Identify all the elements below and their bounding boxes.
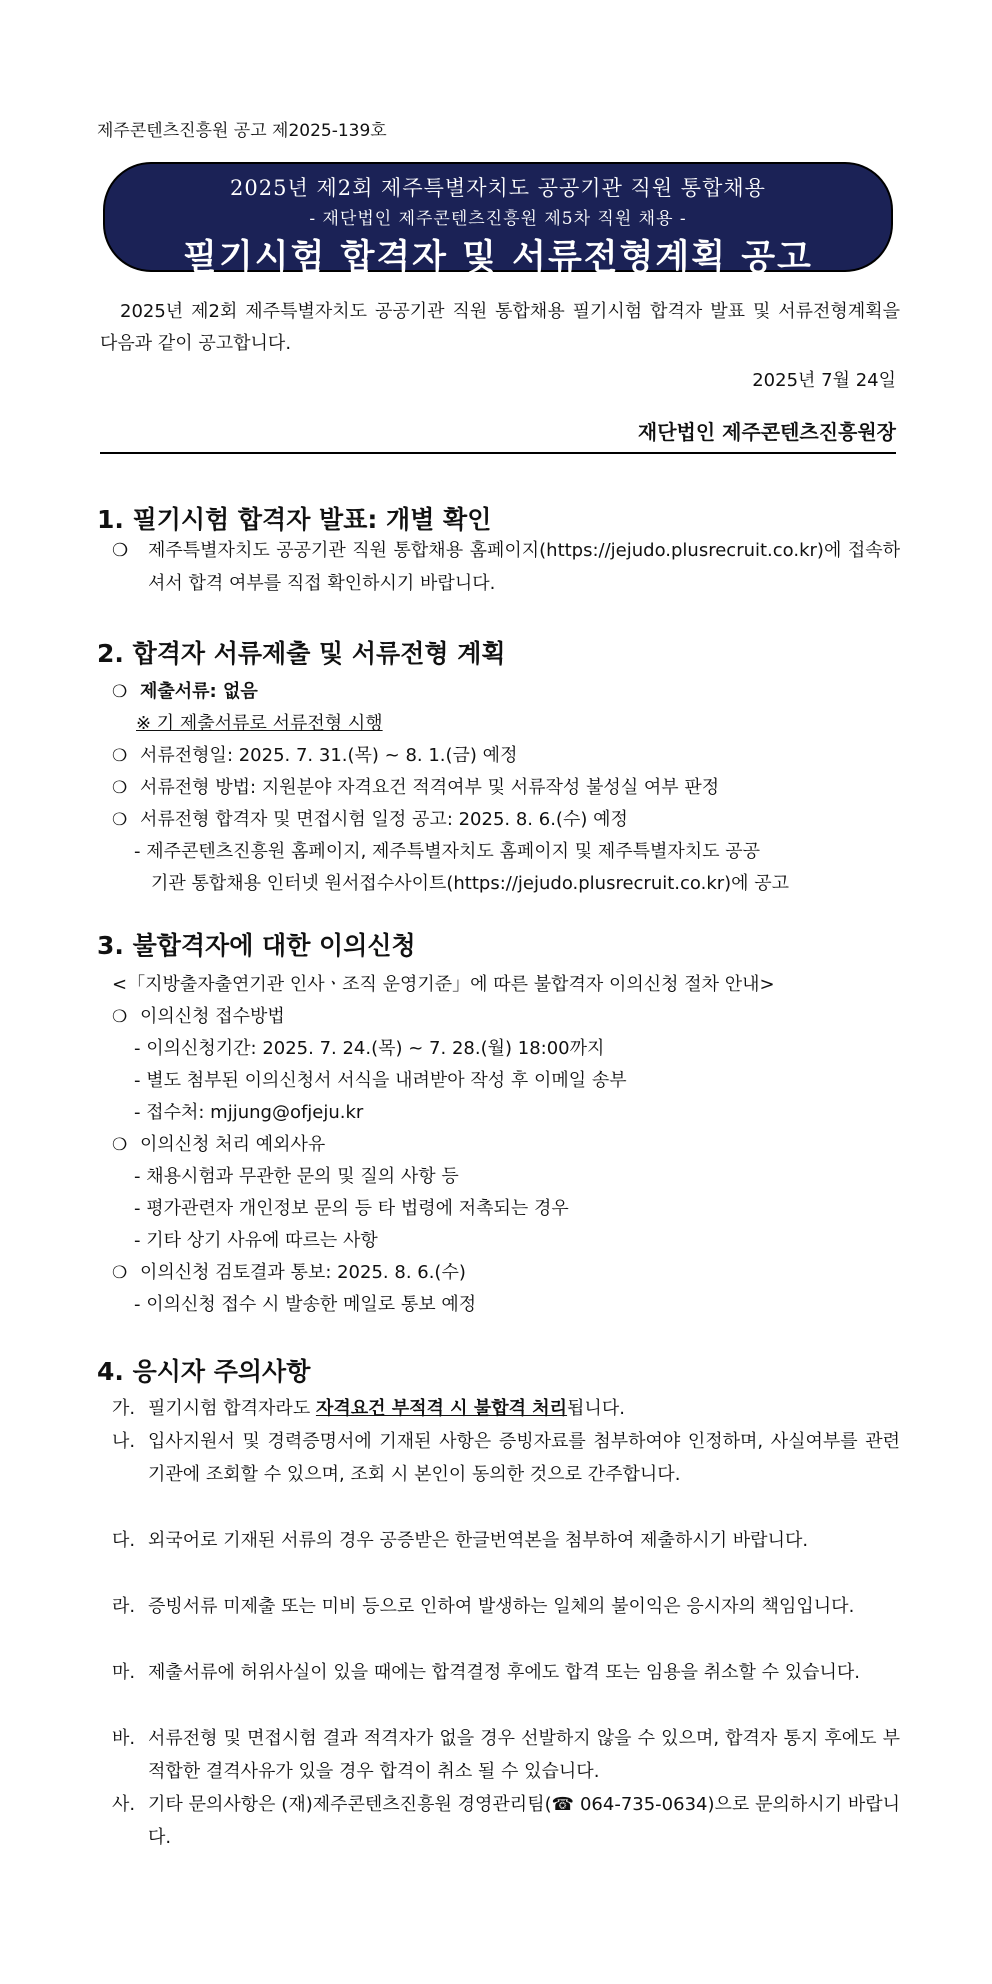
bullet-icon: ❍ xyxy=(112,1263,128,1283)
notice-number: 제주콘텐츠진흥원 공고 제2025-139호 xyxy=(97,121,387,141)
item-text: 기타 문의사항은 (재)제주콘텐츠진흥원 경영관리팀(☎ 064-735-0634)으로 문의하시기 바랍니다. xyxy=(148,1794,900,1848)
caution-item xyxy=(112,1425,900,1491)
item-text: 서류전형 방법: 지원분야 자격요건 적격여부 및 서류작성 불성실 여부 판정 xyxy=(140,777,720,798)
item-mark: 나. xyxy=(112,1431,136,1452)
item-text: 입사지원서 및 경력증명서에 기재된 사항은 증빙자료를 첨부하여야 인정하며, 사실여부를 관련기관에 조회할 수 있으며, 조회 시 본인이 동의한 것으로 간주합니다. xyxy=(148,1431,900,1485)
caution-item xyxy=(112,1722,900,1788)
caution-item xyxy=(112,1392,900,1425)
section-2-item-1 xyxy=(112,741,517,767)
item-text: 이의신청 처리 예외사유 xyxy=(140,1134,326,1155)
submit-docs xyxy=(112,677,258,703)
appeal-method-item: - 이의신청기간: 2025. 7. 24.(목) ~ 7. 28.(월) 18:00까지 xyxy=(134,1038,605,1059)
bullet-icon: ❍ xyxy=(112,810,128,830)
item-text: 증빙서류 미제출 또는 미비 등으로 인하여 발생하는 일체의 불이익은 응시자의 책임입니다. xyxy=(148,1596,855,1617)
banner-line-1: 2025년 제2회 제주특별자치도 공공기관 직원 통합채용 xyxy=(230,176,766,200)
section-2-title: 2. 합격자 서류제출 및 서류전형 계획 xyxy=(97,639,506,668)
appeal-result xyxy=(112,1258,466,1284)
item-text: 서류전형 합격자 및 면접시험 일정 공고: 2025. 8. 6.(수) 예정 xyxy=(140,809,628,830)
item-text: 제출서류에 허위사실이 있을 때에는 합격결정 후에도 합격 또는 임용을 취소할 수 있습니다. xyxy=(148,1662,861,1683)
section-2-item-3 xyxy=(112,805,628,831)
bullet-icon: ❍ xyxy=(112,778,128,798)
appeal-method-item: - 접수처: mjjung@ofjeju.kr xyxy=(134,1102,364,1123)
item-mark: 사. xyxy=(112,1794,136,1815)
appeal-exceptions xyxy=(112,1130,325,1156)
item-text-emphasis: 자격요건 부적격 시 불합격 처리 xyxy=(315,1398,568,1419)
banner-line-2: - 재단법인 제주콘텐츠진흥원 제5차 직원 채용 - xyxy=(309,209,687,229)
item-mark: 마. xyxy=(112,1662,136,1683)
section-2-item-2 xyxy=(112,773,719,799)
appeal-exception-item: - 기타 상기 사유에 따르는 사항 xyxy=(134,1230,378,1251)
item-text: 서류전형 및 면접시험 결과 적격자가 없을 경우 선발하지 않을 수 있으며, 합격자 통지 후에도 부적합한 결격사유가 있을 경우 합격이 취소 될 수 있습니다. xyxy=(148,1728,900,1782)
caution-item xyxy=(112,1590,900,1623)
item-mark: 다. xyxy=(112,1530,136,1551)
bullet-icon: ❍ xyxy=(112,1007,128,1027)
item-text: 외국어로 기재된 서류의 경우 공증받은 한글번역본을 첨부하여 제출하시기 바랍니다. xyxy=(148,1530,809,1551)
item-text xyxy=(112,1392,900,1425)
appeal-guide: <「지방출자출연기관 인사ㆍ조직 운영기준」에 따른 불합격자 이의신청 절차 안내> xyxy=(112,974,775,995)
section-3-title: 3. 불합격자에 대한 이의신청 xyxy=(97,931,416,960)
item-text-post: 됩니다. xyxy=(567,1398,625,1419)
appeal-exception-item: - 채용시험과 무관한 문의 및 질의 사항 등 xyxy=(134,1166,459,1187)
appeal-method xyxy=(112,1002,285,1028)
section-4-title: 4. 응시자 주의사항 xyxy=(97,1357,311,1386)
bullet-icon: ❍ xyxy=(112,682,128,702)
item-mark: 바. xyxy=(112,1728,136,1749)
appeal-exception-item: - 평가관련자 개인정보 문의 등 타 법령에 저촉되는 경우 xyxy=(134,1198,569,1219)
notice-date: 2025년 7월 24일 xyxy=(752,370,896,391)
bullet-icon: ❍ xyxy=(112,1135,128,1155)
appeal-method-item: - 별도 첨부된 이의신청서 서식을 내려받아 작성 후 이메일 송부 xyxy=(134,1070,627,1091)
bullet-icon: ❍ xyxy=(112,746,128,766)
caution-item xyxy=(112,1656,900,1689)
appeal-result-item: - 이의신청 접수 시 발송한 메일로 통보 예정 xyxy=(134,1294,477,1315)
divider xyxy=(100,452,896,454)
section-1-title: 1. 필기시험 합격자 발표: 개별 확인 xyxy=(97,505,492,534)
item-text: 서류전형일: 2025. 7. 31.(목) ~ 8. 1.(금) 예정 xyxy=(140,745,518,766)
item-text: 이의신청 검토결과 통보: 2025. 8. 6.(수) xyxy=(140,1262,466,1283)
item-text-pre: 필기시험 합격자라도 xyxy=(148,1398,316,1419)
bullet-icon: ❍ xyxy=(112,540,129,561)
intro-paragraph: 2025년 제2회 제주특별자치도 공공기관 직원 통합채용 필기시험 합격자 발표 및 서류전형계획을 다음과 같이 공고합니다. xyxy=(100,301,900,354)
item-mark: 가. xyxy=(112,1398,136,1419)
section-2-sub-line-1: - 제주콘텐츠진흥원 홈페이지, 제주특별자치도 홈페이지 및 제주특별자치도 공공 xyxy=(134,841,761,862)
submit-note: ※ 기 제출서류로 서류전형 시행 xyxy=(136,713,383,734)
item-mark: 라. xyxy=(112,1596,136,1617)
signer: 재단법인 제주콘텐츠진흥원장 xyxy=(637,420,896,444)
section-2-sub-line-2: 기관 통합채용 인터넷 원서접수사이트(https://jejudo.plusrecruit.co.kr)에 공고 xyxy=(151,873,790,894)
section-1-item xyxy=(112,534,900,600)
banner-title: 필기시험 합격자 및 서류전형계획 공고 xyxy=(183,238,813,278)
section-1-text: 제주특별자치도 공공기관 직원 통합채용 홈페이지(https://jejudo.plusrecruit.co.kr)에 접속하셔서 합격 여부를 직접 확인하시기 바랍니다. xyxy=(148,540,900,594)
item-text: 이의신청 접수방법 xyxy=(140,1006,285,1027)
submit-docs-text: 제출서류: 없음 xyxy=(140,681,258,702)
title-banner xyxy=(103,162,893,278)
caution-item xyxy=(112,1524,900,1557)
caution-item xyxy=(112,1788,900,1854)
